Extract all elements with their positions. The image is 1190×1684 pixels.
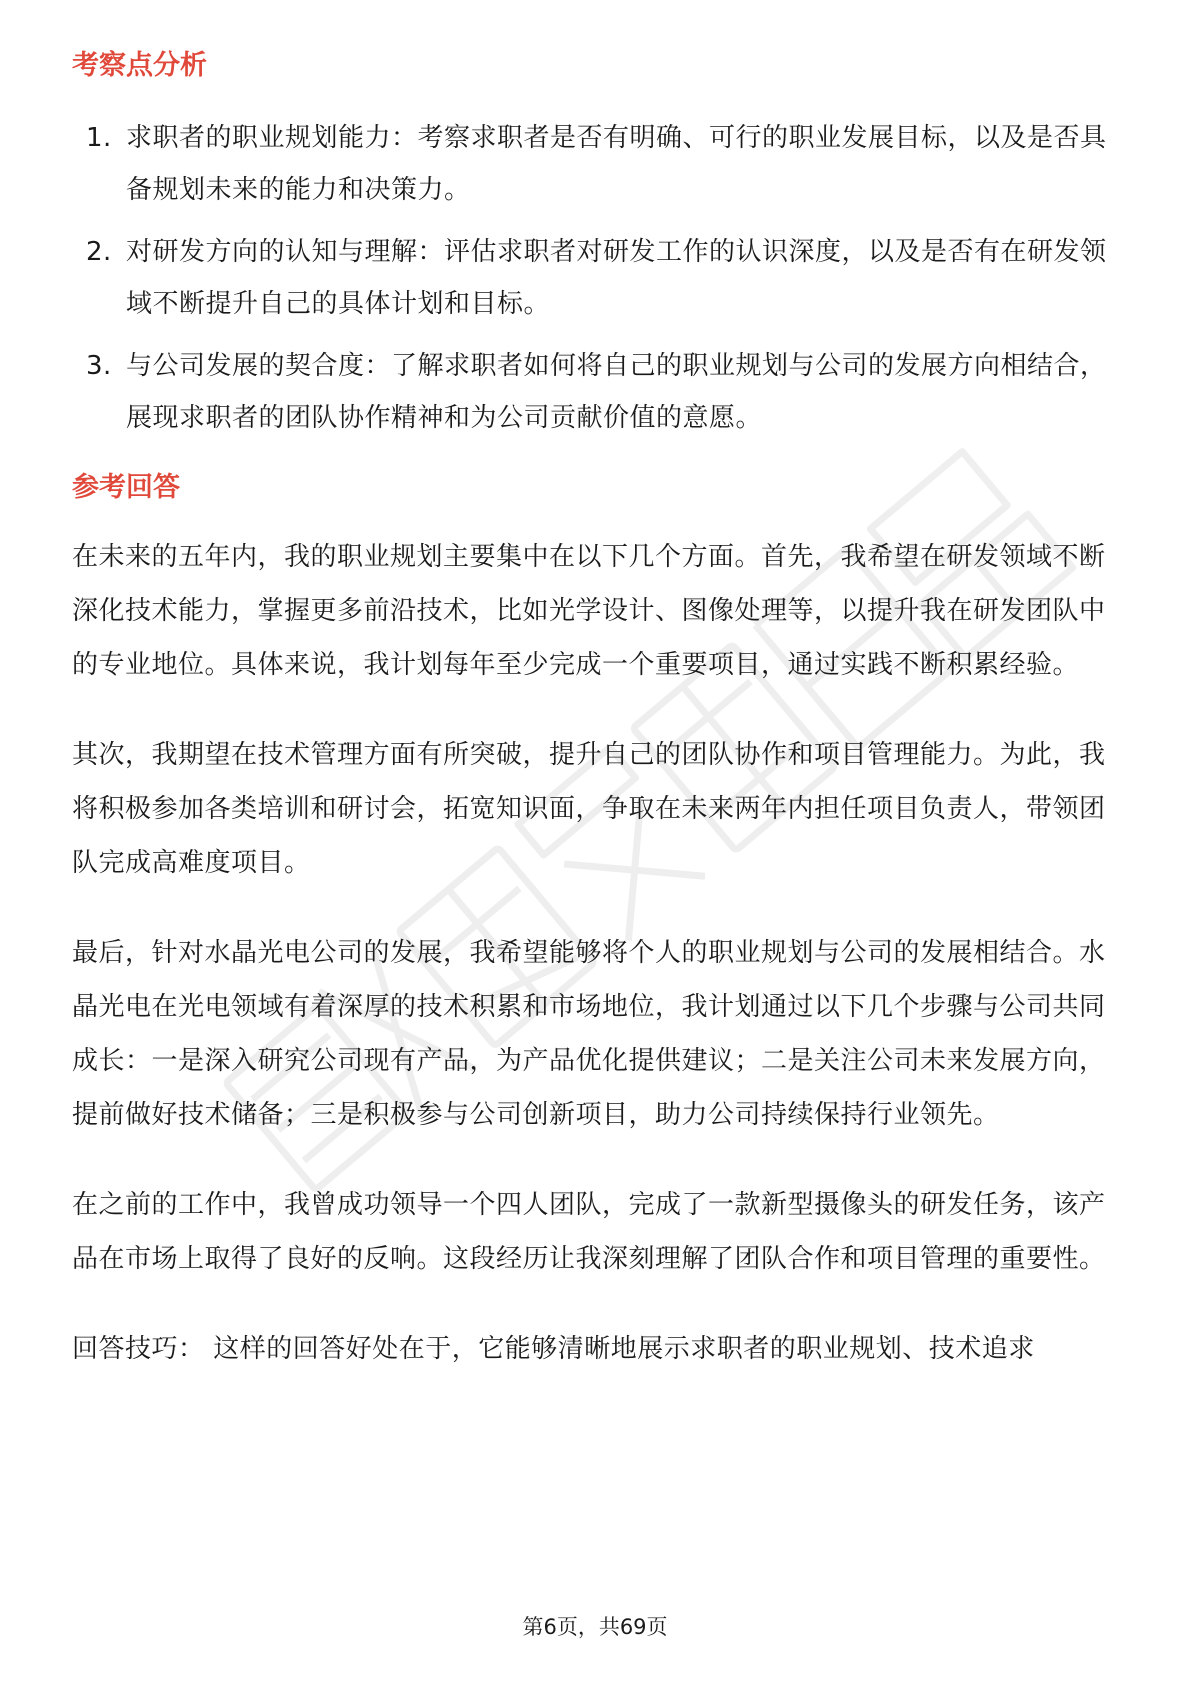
list-item (72, 340, 1118, 444)
analysis-list (72, 112, 1118, 444)
answer-tips-paragraph: 回答技巧： 这样的回答好处在于，它能够清晰地展示求职者的职业规划、技术追求 (72, 1334, 1035, 1364)
page-number: 第6页，共69页 (522, 1615, 668, 1639)
list-item-number: 2. (86, 237, 112, 267)
answer-paragraph: 在之前的工作中，我曾成功领导一个四人团队，完成了一款新型摄像头的研发任务，该产品在市场上取得了良好的反响。这段经历让我深刻理解了团队合作和项目管理的重要性。 (72, 1190, 1106, 1274)
list-item-number: 3. (86, 351, 112, 381)
answer-section-title: 参考回答 (72, 472, 180, 503)
list-item (72, 112, 1118, 216)
answer-paragraph: 其次，我期望在技术管理方面有所突破，提升自己的团队协作和项目管理能力。为此，我将积极参加各类培训和研讨会，拓宽知识面，争取在未来两年内担任项目负责人，带领团队完成高难度项目。 (72, 740, 1106, 878)
list-item-text: 对研发方向的认知与理解：评估求职者对研发工作的认识深度，以及是否有在研发领域不断提升自己的具体计划和目标。 (126, 237, 1107, 319)
answer-paragraph: 最后，针对水晶光电公司的发展，我希望能够将个人的职业规划与公司的发展相结合。水晶光电在光电领域有着深厚的技术积累和市场地位，我计划通过以下几个步骤与公司共同成长：一是深入研究公司现有产品，为产品优化提供建议；二是关注公司未来发展方向，提前做好技术储备；三是积极参与公司创新项目，助力公司持续保持行业领先。 (72, 938, 1106, 1130)
list-item (72, 226, 1118, 330)
answer-paragraph: 在未来的五年内，我的职业规划主要集中在以下几个方面。首先，我希望在研发领域不断深化技术能力，掌握更多前沿技术，比如光学设计、图像处理等，以提升我在研发团队中的专业地位。具体来说，我计划每年至少完成一个重要项目，通过实践不断积累经验。 (72, 542, 1106, 680)
list-item-number: 1. (86, 123, 112, 153)
list-item-text: 求职者的职业规划能力：考察求职者是否有明确、可行的职业发展目标，以及是否具备规划未来的能力和决策力。 (126, 123, 1107, 205)
list-item-text: 与公司发展的契合度：了解求职者如何将自己的职业规划与公司的发展方向相结合，展现求职者的团队协作精神和为公司贡献价值的意愿。 (126, 351, 1107, 433)
analysis-section-title: 考察点分析 (72, 50, 207, 81)
document-content (72, 46, 1118, 1376)
